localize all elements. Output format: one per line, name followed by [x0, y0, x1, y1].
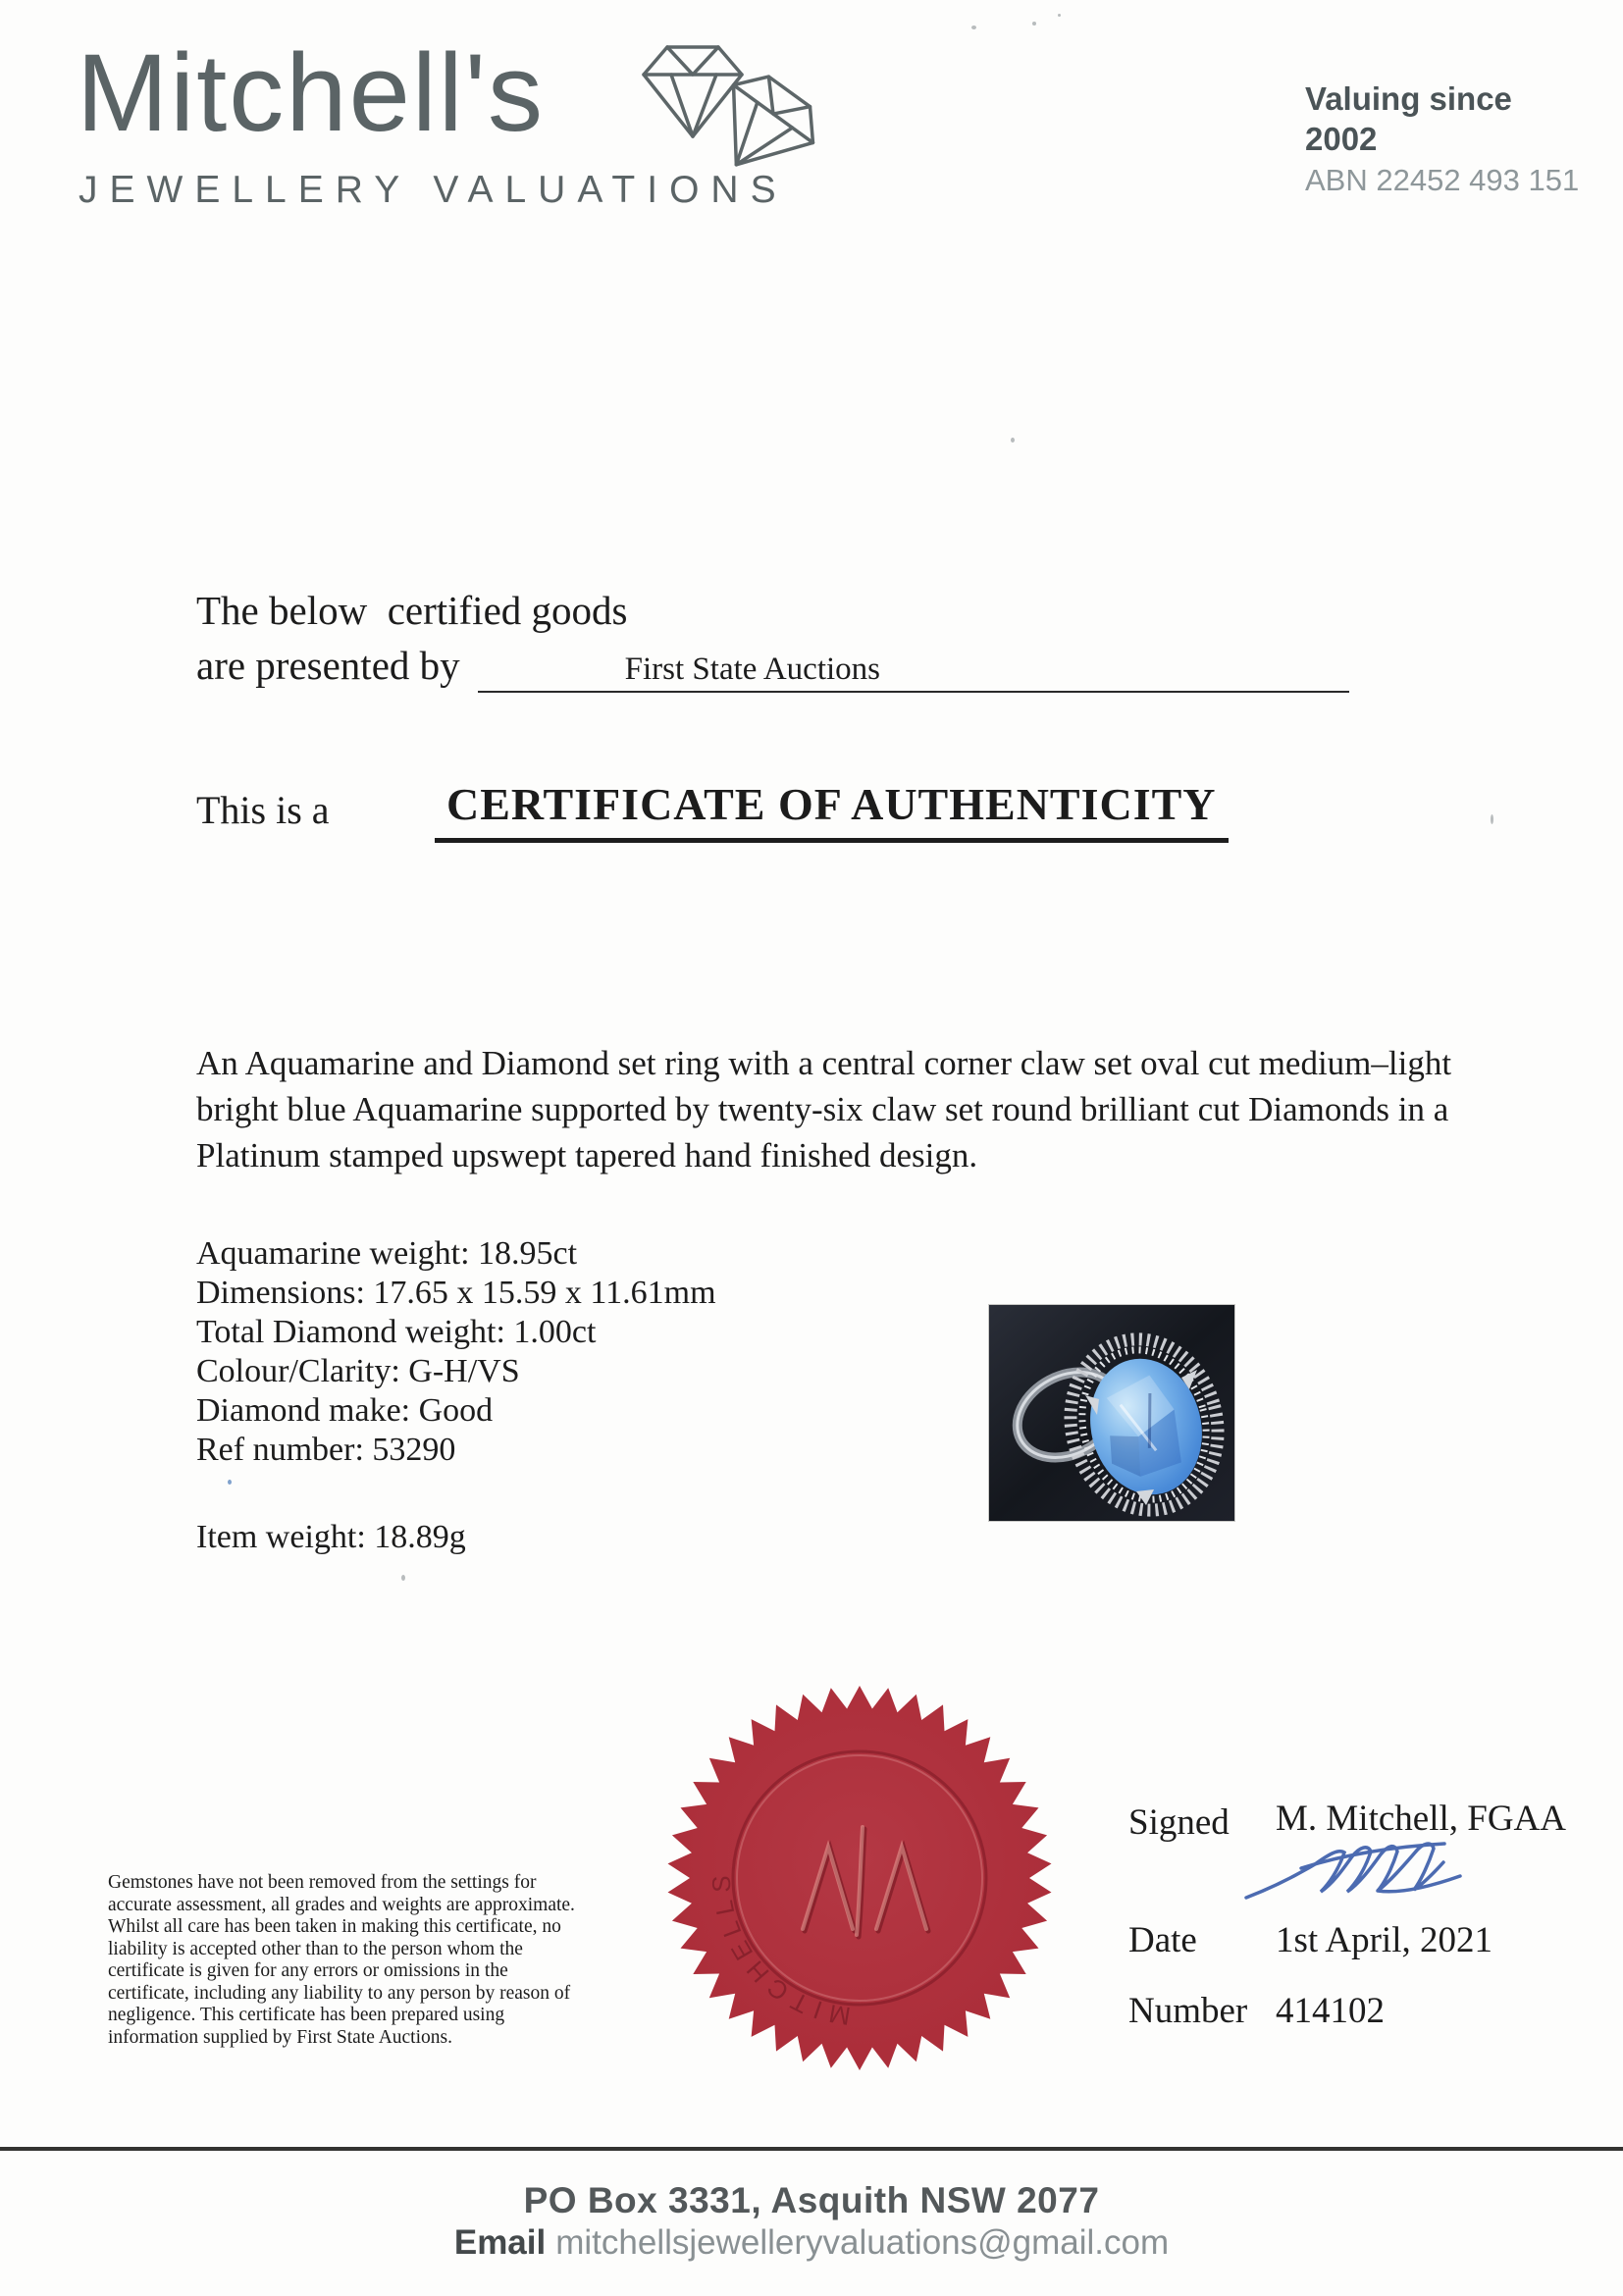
- scan-speck: [1058, 14, 1061, 17]
- spec-line-dimensions: Dimensions: 17.65 x 15.59 x 11.61mm: [196, 1275, 716, 1311]
- scan-speck: [971, 26, 976, 29]
- date-value: 1st April, 2021: [1276, 1920, 1492, 1960]
- diamond-upright: [644, 47, 742, 136]
- number-value: 414102: [1276, 1991, 1385, 2031]
- presented-by-row: [196, 642, 1349, 693]
- footer-email-label: Email: [453, 2223, 547, 2262]
- spec-line-diamond-weight: Total Diamond weight: 1.00ct: [196, 1314, 597, 1350]
- presenter-name: First State Auctions: [624, 652, 880, 687]
- date-label: Date: [1128, 1920, 1197, 1960]
- scan-speck: [1491, 814, 1493, 824]
- spec-line-aquamarine-weight: Aquamarine weight: 18.95ct: [196, 1235, 578, 1272]
- spec-line-ref-number: Ref number: 53290: [196, 1432, 456, 1468]
- embossed-seal: [663, 1682, 1056, 2074]
- brand-name: Mitchell's: [77, 31, 546, 154]
- scan-speck: [1011, 438, 1015, 443]
- item-description: An Aquamarine and Diamond set ring with a central corner claw set oval cut medium–light bright blue Aquamarine supported by twenty-six claw set round brilliant cut Diamonds in a Platinum stamped upswept tapered hand finished design.: [196, 1044, 1452, 1174]
- signed-value: M. Mitchell, FGAA: [1276, 1799, 1566, 1839]
- abn-text: ABN 22452 493 151: [1305, 162, 1580, 197]
- ring-photo-image: [989, 1305, 1234, 1521]
- footer-divider: [0, 2147, 1623, 2151]
- signature-image: [1238, 1827, 1484, 1910]
- footer-email-row: [0, 2223, 1623, 2263]
- disclaimer-text: Gemstones have not been removed from the settings for accurate assessment, all grades and weights are approximate. Whilst all care has been taken in making this certificate, no liability is accepted other than to the person whom the certificate is given for any errors or omissions in the certificate, including any liability to any person by reason of negligence. This certificate has been prepared using information supplied by First State Auctions.: [108, 1872, 575, 2048]
- certificate-lead: This is a: [196, 788, 330, 832]
- presenter-signature-line: [478, 652, 1349, 693]
- presented-goods-line: The below certified goods: [196, 588, 628, 633]
- scan-speck: [1032, 22, 1036, 26]
- footer-email-address: mitchellsjewelleryvaluations@gmail.com: [555, 2223, 1170, 2262]
- certificate-title: CERTIFICATE OF AUTHENTICITY: [435, 778, 1229, 843]
- presented-by-label: are presented by: [196, 643, 460, 688]
- spec-line-colour-clarity: Colour/Clarity: G-H/VS: [196, 1353, 520, 1389]
- valuing-since-text: Valuing since 2002: [1305, 80, 1512, 158]
- item-weight-line: Item weight: 18.89g: [196, 1519, 466, 1555]
- signed-label: Signed: [1128, 1802, 1230, 1843]
- spec-line-diamond-make: Diamond make: Good: [196, 1392, 494, 1429]
- brand-subtitle: JEWELLERY VALUATIONS: [79, 169, 788, 211]
- scan-speck: [401, 1575, 405, 1581]
- specs-list: [196, 1234, 716, 1470]
- seal-embossed-text: MITCHELLS: [706, 1868, 853, 2032]
- number-label: Number: [1128, 1991, 1248, 2031]
- tagline-block: [1305, 78, 1580, 199]
- footer-address: PO Box 3331, Asquith NSW 2077: [523, 2180, 1100, 2220]
- scan-speck: [228, 1480, 232, 1485]
